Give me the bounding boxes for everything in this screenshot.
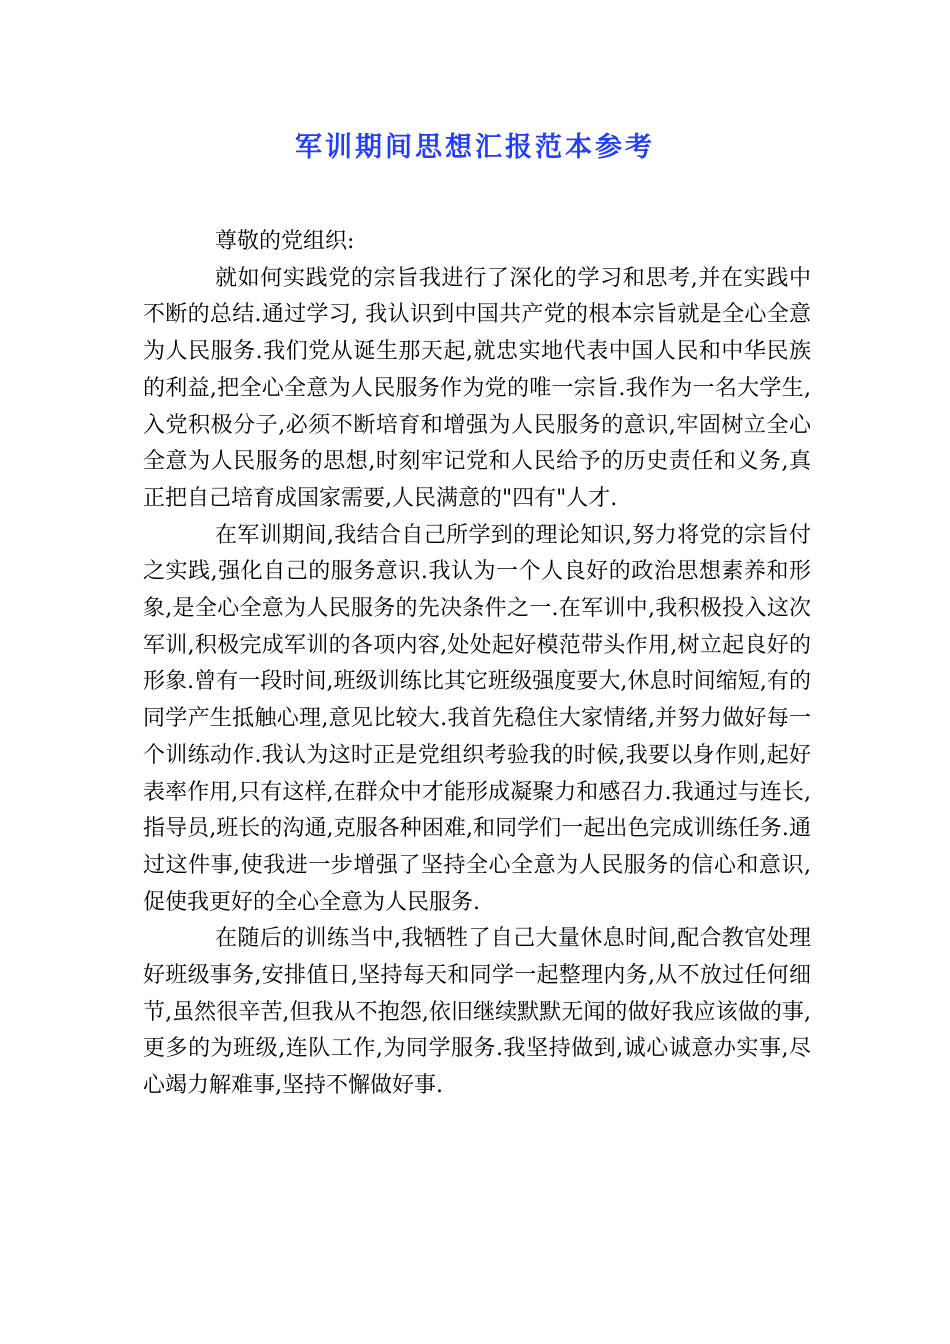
document-body: [143, 224, 811, 1105]
paragraph-2: 在军训期间,我结合自己所学到的理论知识,努力将党的宗旨付之实践,强化自己的服务意识.我认为一个人良好的政治思想素养和形象,是全心全意为人民服务的先决条件之一.在军训中,我积极投入这次军训,积极完成军训的各项内容,处处起好模范带头作用,树立起良好的形象.曾有一段时间,班级训练比其它班级强度要大,休息时间缩短,有的同学产生抵触心理,意见比较大.我首先稳住大家情绪,并努力做好每一个训练动作.我认为这时正是党组织考验我的时候,我要以身作则,起好表率作用,只有这样,在群众中才能形成凝聚力和感召力.我通过与连长,指导员,班长的沟通,克服各种困难,和同学们一起出色完成训练任务.通过这件事,使我进一步增强了坚持全心全意为人民服务的信心和意识,促使我更好的全心全意为人民服务.: [143, 522, 811, 915]
salutation: 尊敬的党组织:: [215, 229, 355, 254]
paragraph-3: 在随后的训练当中,我牺牲了自己大量休息时间,配合教官处理好班级事务,安排值日,坚持每天和同学一起整理内务,从不放过任何细节,虽然很辛苦,但我从不抱怨,依旧继续默默无闻的做好我应该做的事,更多的为班级,连队工作,为同学服务.我坚持做到,诚心诚意办实事,尽心竭力解难事,坚持不懈做好事.: [143, 926, 811, 1099]
paragraph-1: 就如何实践党的宗旨我进行了深化的学习和思考,并在实践中不断的总结.通过学习, 我认识到中国共产党的根本宗旨就是全心全意为人民服务.我们党从诞生那天起,就忠实地代表中国人民和中华民族的利益,把全心全意为人民服务作为党的唯一宗旨.我作为一名大学生,入党积极分子,必须不断培育和增强为人民服务的意识,牢固树立全心全意为人民服务的思想,时刻牢记党和人民给予的历史责任和义务,真正把自己培育成国家需要,人民满意的"四有"人才.: [143, 265, 811, 511]
page-title: 军训期间思想汇报范本参考: [295, 132, 655, 163]
